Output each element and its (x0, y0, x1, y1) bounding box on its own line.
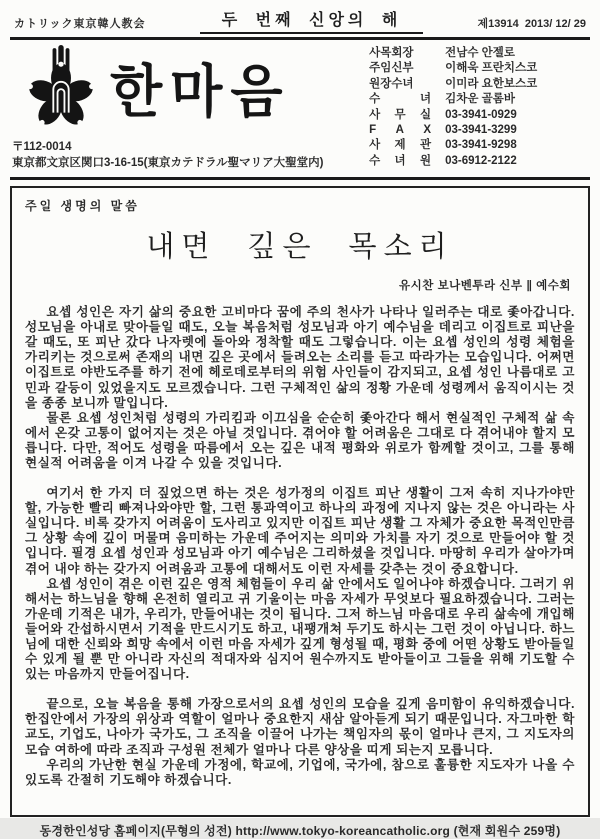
paragraph: 끝으로, 오늘 복음을 통해 가장으로서의 요셉 성인의 모습을 깊게 음미함이 유익하겠습니다. 한집안에서 가장의 위상과 역할이 얼마나 중요한지 새삼 알아듣게 되기 때문입니다. 자그마한 학교도, 기업도, 나아가 국가도, 그 조직을 이끌어 나가는 책임자의 몫이 얼마나 큰지, 그 지도자의 모습 여하에 따라 조직과 구성원 전체가 얼마나 다른 양상을 띠게 되는지 모릅니다. (25, 697, 575, 757)
staff-role: 주임신부 (369, 62, 414, 75)
staff-value: 03-3941-0929 (445, 108, 517, 121)
staff-role: F A X (369, 124, 432, 137)
staff-role: 수 녀 원 (369, 154, 432, 167)
organization-name: カトリック東京韓人教会 (14, 18, 146, 30)
staff-row (369, 123, 588, 138)
article-body (25, 305, 575, 788)
staff-row (369, 138, 588, 153)
horizontal-rule-bottom (10, 177, 590, 180)
brand-block (12, 45, 369, 171)
postal-code: 〒112-0014 (12, 141, 72, 153)
church-flower-logo-icon (22, 45, 100, 136)
masthead-top (10, 6, 590, 34)
paragraph: 요셉 성인이 겪은 이런 깊은 영적 체험들이 우리 삶 안에서도 일어나야 하겠습니다. 그러기 위해서는 하느님을 향해 온전히 열리고 귀 기울이는 마음 자세가 무엇보다 필요하겠습니다. 그러는 가운데 기적은 내가, 우리가, 만들어내는 것이 됩니다. 그저 하느님 마음대로 우리 삶속에 개입해 들어와 간섭하시면서 기적을 만드시기도 하고, 내팽개쳐 두기도 하시는 그런 것이 아닙니다. 하느님에 대한 신뢰와 희망 속에서 이런 마음 자세가 깊게 형성될 때, 평화 중에 어떤 상황도 받아들일 수 있게 될 뿐 만 아니라 자신의 적대자와 심지어 원수까지도 받아들이고 그들을 위해 기도할 수 있는 마음까지 만들어집니다. (25, 576, 575, 682)
staff-row (369, 61, 588, 76)
staff-value: 김차운 골롬바 (445, 93, 515, 106)
paragraph: 요셉 성인은 자기 삶의 중요한 고비마다 꿈에 주의 천사가 나타나 일러주는 대로 좇아갑니다. 성모님을 아내로 맞아들일 때도, 오늘 복음처럼 성모님과 아기 예수님을 데리고 이집트로 피난을 갈 때도, 또 피난 갔다 나자렛에 돌아와 정착할 때도 그렇습니다. 이는 요셉 성인의 성령 체험을 가리키는 것으로써 존재의 내면 깊은 곳에서 들려오는 소리를 듣고 따라가는 모습입니다. 어쩌면 이집트로 야반도주를 하기 전에 헤로데로부터의 위험 사인들이 감지되고, 요셉 성인 나름대로 고민과 갈등이 있었을지도 모르겠습니다. 그런 구체적인 삶의 정황 가운데 성령께서 움직이시는 것을 종종 보니까 말입니다. (25, 305, 575, 410)
staff-role: 원장수녀 (369, 77, 414, 90)
staff-role: 사목회장 (369, 47, 414, 59)
paragraph: 우리의 가난한 현실 가운데 가정에, 학교에, 기업에, 국가에, 참으로 훌륭한 지도자가 나올 수 있도록 간절히 기도해야 하겠습니다. (25, 757, 575, 787)
section-kicker: 주일 생명의 말씀 (25, 199, 140, 214)
staff-value: 이해욱 프란치스코 (445, 62, 538, 75)
staff-role: 수 녀 (369, 93, 432, 106)
masthead-main (10, 40, 590, 174)
staff-row (369, 108, 588, 123)
staff-row (369, 46, 588, 61)
staff-directory (369, 45, 588, 171)
address-line: 東京都文京区関口3-16-15(東京カテドラル聖マリア大聖堂内) (12, 156, 324, 169)
staff-row (369, 77, 588, 92)
staff-value: 이미라 요한보스코 (445, 77, 538, 90)
article-byline: 유시찬 보나벤투라 신부 ∥ 예수회 (399, 280, 571, 293)
staff-row (369, 154, 588, 169)
newsletter-title: 한마음 (110, 56, 291, 125)
staff-value: 03-3941-9298 (445, 139, 517, 152)
issue-number-date: 제13914 2013/ 12/ 29 (477, 18, 586, 30)
staff-role: 사 무 실 (369, 108, 432, 121)
article-box (10, 186, 590, 817)
staff-row (369, 92, 588, 107)
staff-value: 03-6912-2122 (445, 154, 517, 167)
staff-value: 전남수 안젤로 (445, 47, 515, 59)
staff-role: 사 제 관 (369, 139, 432, 152)
banner-title: 두 번째 신앙의 해 (200, 7, 424, 34)
footer-website-line: 동경한인성당 홈페이지(무형의 성전) http://www.tokyo-koreancatholic.org (현재 회원수 259명) (39, 824, 561, 839)
paragraph: 여기서 한 가지 더 짚었으면 하는 것은 성가정의 이집트 피난 생활이 그저 속히 지나가야만 할, 가능한 빨리 빠져나와야만 할, 그런 통과역이고 하나의 과정에 지나지 않는 것은 아니라는 사실입니다. 비록 갖가지 어려움이 도사리고 있지만 이집트 피난 생활 그 자체가 중요한 목적인만큼 그 상황 속에 깊이 머물며 음미하는 가운데 주어지는 의미와 가치를 자기 것으로 만들어야 할 것입니다. 필경 요셉 성인과 성모님과 아기 예수님은 그리하셨을 것입니다. 마땅히 우리가 살아가며 겪어 내야 하는 갖가지 어려움과 고통에 대해서도 이런 자세를 갖추는 것이 중요합니다. (25, 486, 575, 576)
paragraph: 물론 요셉 성인처럼 성령의 가리킴과 이끄심을 순순히 좇아간다 해서 현실적인 구체적 삶 속에서 온갖 고통이 없어지는 것은 아닐 것입니다. 겪어야 할 어려움은 그대로 다 겪어내야 할지 모릅니다. 다만, 적어도 성령을 따름에서 오는 깊은 내적 평화와 위로가 함께할 것이고, 그를 통해 현실적 어려움을 이겨 나갈 수 있을 것입니다. (25, 410, 575, 470)
staff-value: 03-3941-3299 (445, 124, 517, 137)
article-title: 내면 깊은 목소리 (146, 231, 454, 264)
